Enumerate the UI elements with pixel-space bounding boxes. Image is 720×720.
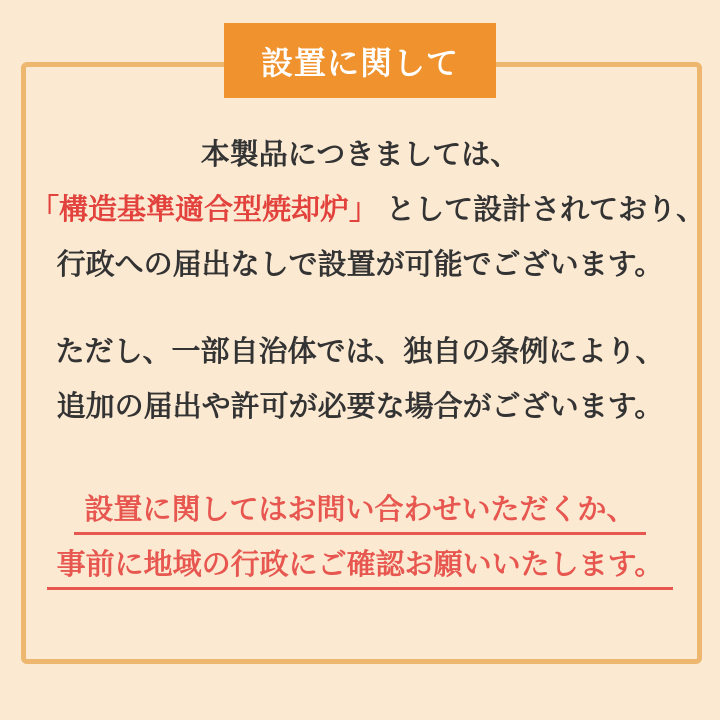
paragraph2-line2 — [30, 380, 690, 435]
body-text: 行政への届出なしで設置が可能でございます。 — [56, 249, 664, 281]
warning-underlined-text: 設置に関してはお問い合わせいただくか、 — [74, 491, 645, 535]
body-text: 本製品につきましては、 — [200, 139, 520, 171]
title-badge — [224, 23, 496, 98]
paragraph1-line3 — [30, 238, 690, 293]
paragraph3-line2 — [30, 538, 690, 593]
notice-body — [30, 128, 706, 593]
warning-underlined-text: 事前に地域の行政にご確認お願いいたします。 — [47, 546, 674, 590]
paragraph1-line1 — [30, 128, 690, 183]
body-text: ただし、一部自治体では、独自の条例により、 — [55, 336, 665, 368]
page-title: 設置に関して — [260, 44, 459, 81]
paragraph3-line1 — [30, 483, 690, 538]
paragraph1-line2 — [30, 183, 706, 238]
body-text: として設計されており、 — [378, 194, 706, 226]
highlighted-product-type: 「構造基準適合型焼却炉」 — [30, 194, 379, 226]
paragraph2-line1 — [30, 325, 690, 380]
body-text: 追加の届出や許可が必要な場合がございます。 — [56, 391, 664, 423]
